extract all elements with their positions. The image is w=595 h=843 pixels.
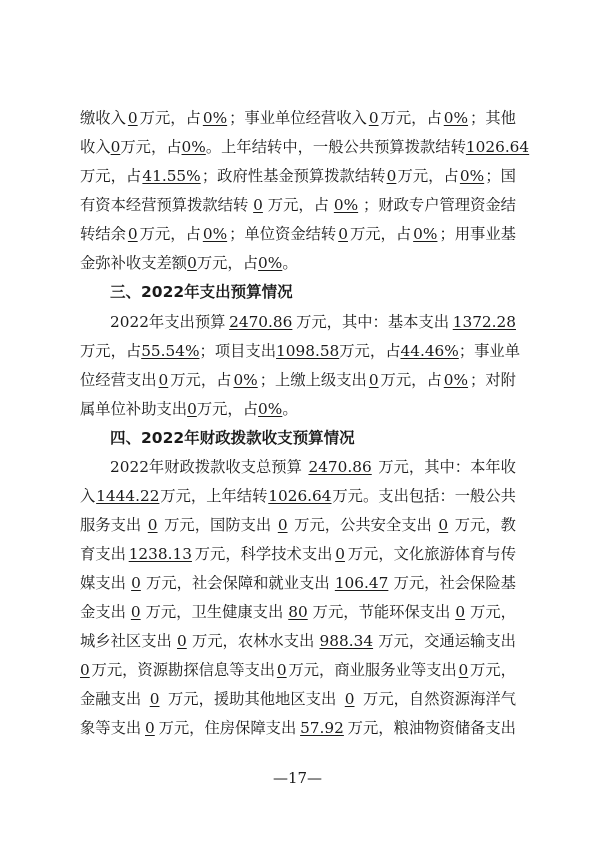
- text-line: 入 1444.22 万元，上年结转 1026.64 万元。支出包括：一般公共: [80, 487, 516, 505]
- text-line: 媒支出 0 万元，社会保障和就业支出 106.47 万元，社会保险基: [80, 574, 516, 592]
- text-line: 2022年支出预算 2470.86 万元，其中：基本支出 1372.28: [110, 313, 516, 331]
- text-line: 属单位补助支出 0 万元，占 0% 。: [80, 400, 298, 418]
- section-heading-fiscal: 四、2022年财政拨款收支预算情况: [110, 429, 355, 447]
- text-line: 育支出 1238.13 万元，科学技术支出 0 万元，文化旅游体育与传: [80, 545, 516, 563]
- page-number: —17—: [272, 769, 323, 787]
- text-line: 服务支出 0 万元，国防支出 0 万元，公共安全支出 0 万元，教: [80, 516, 516, 534]
- text-line: 转结余 0 万元，占 0% ；单位资金结转 0 万元，占 0% ；用事业基: [80, 225, 516, 243]
- text-line: 缴收入 0 万元，占 0% ；事业单位经营收入 0 万元，占 0% ；其他: [80, 109, 516, 127]
- text-line: 有资本经营预算拨款结转 0 万元，占 0% ；财政专户管理资金结: [80, 196, 516, 214]
- text-line: 位经营支出 0 万元，占 0% ；上缴上级支出 0 万元，占 0% ；对附: [80, 371, 516, 389]
- text-line: 收入 0 万元，占 0% 。上年结转中，一般公共预算拨款结转 1026.64: [80, 138, 530, 156]
- text-line: 2022年财政拨款收支总预算 2470.86 万元，其中：本年收: [110, 458, 516, 476]
- text-line: 金融支出 0 万元，援助其他地区支出 0 万元，自然资源海洋气: [80, 690, 516, 708]
- text-line: 金弥补收支差额 0 万元，占 0% 。: [80, 254, 298, 272]
- text-line: 万元，占 41.55% ；政府性基金预算拨款结转 0 万元，占 0% ；国: [80, 167, 516, 185]
- text-line: 金支出 0 万元，卫生健康支出 80 万元，节能环保支出 0 万元，: [80, 603, 516, 621]
- section-heading-expenditure: 三、2022年支出预算情况: [110, 283, 293, 301]
- text-line: 万元，占 55.54% ；项目支出 1098.58 万元，占 44.46% ；事业单: [80, 342, 521, 360]
- text-line: 城乡社区支出 0 万元，农林水支出 988.34 万元，交通运输支出: [80, 632, 516, 650]
- text-line: 0 万元，资源勘探信息等支出 0 万元，商业服务业等支出 0 万元，: [80, 661, 516, 679]
- text-line: 象等支出 0 万元，住房保障支出 57.92 万元，粮油物资储备支出: [80, 719, 516, 737]
